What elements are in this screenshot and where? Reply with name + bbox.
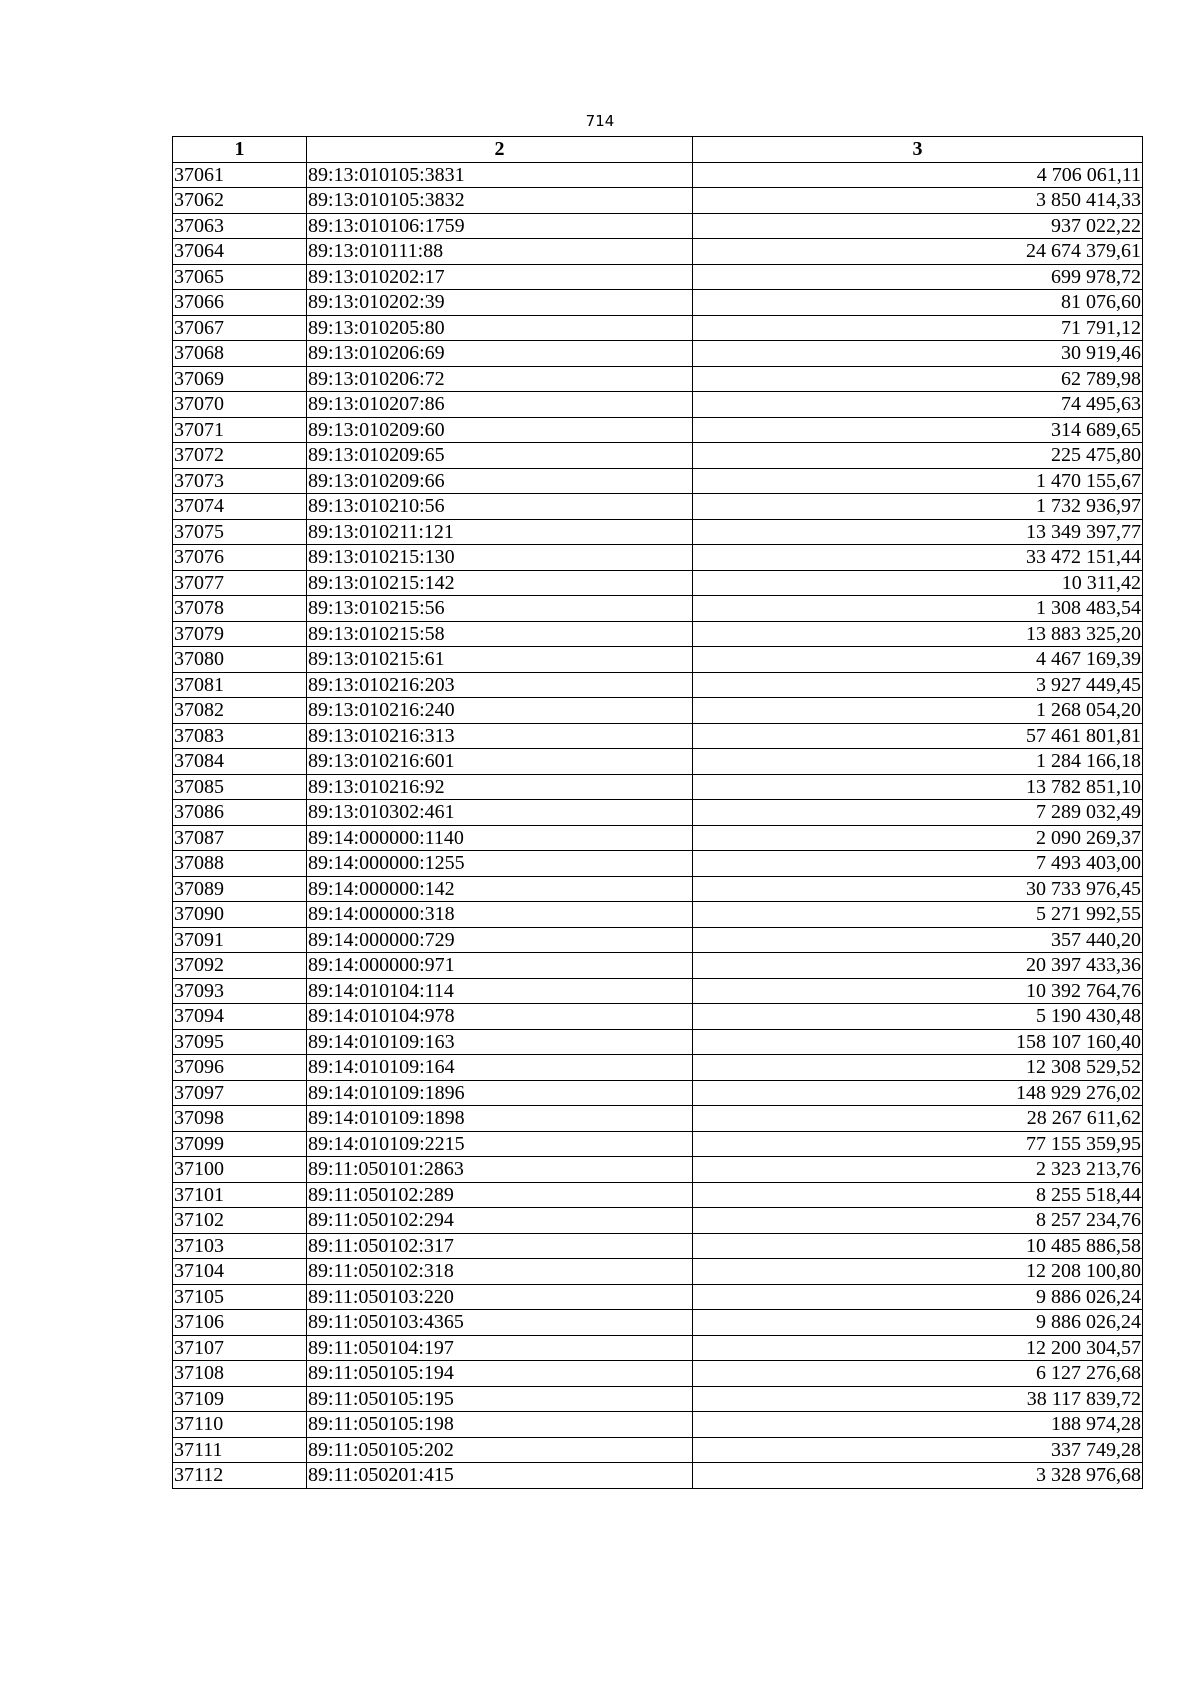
value-cell: 699 978,72 — [693, 264, 1143, 290]
value-cell: 62 789,98 — [693, 366, 1143, 392]
row-number-cell: 37090 — [173, 902, 307, 928]
cadastral-number-cell: 89:14:010104:114 — [307, 978, 693, 1004]
row-number-cell: 37065 — [173, 264, 307, 290]
table-row — [173, 621, 1143, 647]
row-number-cell: 37063 — [173, 213, 307, 239]
row-number-cell: 37106 — [173, 1310, 307, 1336]
row-number-cell: 37064 — [173, 239, 307, 265]
value-cell: 9 886 026,24 — [693, 1284, 1143, 1310]
value-cell: 2 090 269,37 — [693, 825, 1143, 851]
value-cell: 1 268 054,20 — [693, 698, 1143, 724]
row-number-cell: 37097 — [173, 1080, 307, 1106]
cadastral-number-cell: 89:13:010302:461 — [307, 800, 693, 826]
row-number-cell: 37079 — [173, 621, 307, 647]
value-cell: 337 749,28 — [693, 1437, 1143, 1463]
value-cell: 12 308 529,52 — [693, 1055, 1143, 1081]
value-cell: 4 706 061,11 — [693, 162, 1143, 188]
table-row — [173, 1259, 1143, 1285]
cadastral-number-cell: 89:14:000000:1140 — [307, 825, 693, 851]
table-row — [173, 545, 1143, 571]
value-cell: 1 308 483,54 — [693, 596, 1143, 622]
table-row — [173, 392, 1143, 418]
value-cell: 12 200 304,57 — [693, 1335, 1143, 1361]
table-row — [173, 825, 1143, 851]
cadastral-number-cell: 89:14:010109:1896 — [307, 1080, 693, 1106]
row-number-cell: 37104 — [173, 1259, 307, 1285]
table-row — [173, 443, 1143, 469]
value-cell: 28 267 611,62 — [693, 1106, 1143, 1132]
table-row — [173, 1004, 1143, 1030]
value-cell: 2 323 213,76 — [693, 1157, 1143, 1183]
table-row — [173, 876, 1143, 902]
cadastral-number-cell: 89:14:000000:729 — [307, 927, 693, 953]
cadastral-number-cell: 89:13:010209:65 — [307, 443, 693, 469]
cadastral-number-cell: 89:14:010104:978 — [307, 1004, 693, 1030]
row-number-cell: 37086 — [173, 800, 307, 826]
value-cell: 38 117 839,72 — [693, 1386, 1143, 1412]
header-row — [173, 137, 1143, 163]
table-row — [173, 672, 1143, 698]
table-row — [173, 188, 1143, 214]
cadastral-number-cell: 89:11:050101:2863 — [307, 1157, 693, 1183]
table-row — [173, 570, 1143, 596]
row-number-cell: 37084 — [173, 749, 307, 775]
value-cell: 314 689,65 — [693, 417, 1143, 443]
value-cell: 7 493 403,00 — [693, 851, 1143, 877]
value-cell: 9 886 026,24 — [693, 1310, 1143, 1336]
row-number-cell: 37098 — [173, 1106, 307, 1132]
row-number-cell: 37072 — [173, 443, 307, 469]
table-row — [173, 366, 1143, 392]
row-number-cell: 37088 — [173, 851, 307, 877]
row-number-cell: 37099 — [173, 1131, 307, 1157]
row-number-cell: 37083 — [173, 723, 307, 749]
table-row — [173, 1335, 1143, 1361]
table-row — [173, 647, 1143, 673]
table-row — [173, 264, 1143, 290]
table-row — [173, 213, 1143, 239]
table-row — [173, 1284, 1143, 1310]
value-cell: 3 328 976,68 — [693, 1463, 1143, 1489]
cadastral-number-cell: 89:13:010216:240 — [307, 698, 693, 724]
value-cell: 3 850 414,33 — [693, 188, 1143, 214]
row-number-cell: 37100 — [173, 1157, 307, 1183]
value-cell: 13 883 325,20 — [693, 621, 1143, 647]
cadastral-number-cell: 89:11:050102:318 — [307, 1259, 693, 1285]
value-cell: 24 674 379,61 — [693, 239, 1143, 265]
value-cell: 13 782 851,10 — [693, 774, 1143, 800]
table-row — [173, 341, 1143, 367]
row-number-cell: 37068 — [173, 341, 307, 367]
cadastral-number-cell: 89:11:050103:220 — [307, 1284, 693, 1310]
cadastral-number-cell: 89:13:010216:203 — [307, 672, 693, 698]
row-number-cell: 37082 — [173, 698, 307, 724]
cadastral-number-cell: 89:14:000000:318 — [307, 902, 693, 928]
value-cell: 1 284 166,18 — [693, 749, 1143, 775]
table-row — [173, 1182, 1143, 1208]
row-number-cell: 37075 — [173, 519, 307, 545]
table-row — [173, 1361, 1143, 1387]
cadastral-number-cell: 89:13:010202:17 — [307, 264, 693, 290]
cadastral-number-cell: 89:13:010210:56 — [307, 494, 693, 520]
value-cell: 5 190 430,48 — [693, 1004, 1143, 1030]
value-cell: 10 485 886,58 — [693, 1233, 1143, 1259]
row-number-cell: 37081 — [173, 672, 307, 698]
cadastral-number-cell: 89:11:050102:317 — [307, 1233, 693, 1259]
value-cell: 30 733 976,45 — [693, 876, 1143, 902]
cadastral-number-cell: 89:13:010215:130 — [307, 545, 693, 571]
row-number-cell: 37074 — [173, 494, 307, 520]
row-number-cell: 37094 — [173, 1004, 307, 1030]
register-table — [172, 136, 1143, 1489]
page-number: 714 — [585, 112, 615, 130]
row-number-cell: 37080 — [173, 647, 307, 673]
cadastral-number-cell: 89:13:010215:56 — [307, 596, 693, 622]
table-row — [173, 596, 1143, 622]
cadastral-number-cell: 89:13:010111:88 — [307, 239, 693, 265]
cadastral-number-cell: 89:13:010205:80 — [307, 315, 693, 341]
value-cell: 937 022,22 — [693, 213, 1143, 239]
cadastral-number-cell: 89:13:010216:313 — [307, 723, 693, 749]
value-cell: 74 495,63 — [693, 392, 1143, 418]
cadastral-number-cell: 89:11:050105:194 — [307, 1361, 693, 1387]
row-number-cell: 37092 — [173, 953, 307, 979]
table-row — [173, 1055, 1143, 1081]
column-header-2: 2 — [307, 137, 693, 163]
cadastral-number-cell: 89:14:010109:163 — [307, 1029, 693, 1055]
row-number-cell: 37110 — [173, 1412, 307, 1438]
value-cell: 6 127 276,68 — [693, 1361, 1143, 1387]
value-cell: 357 440,20 — [693, 927, 1143, 953]
cadastral-number-cell: 89:13:010207:86 — [307, 392, 693, 418]
cadastral-number-cell: 89:13:010216:92 — [307, 774, 693, 800]
value-cell: 10 392 764,76 — [693, 978, 1143, 1004]
table-row — [173, 519, 1143, 545]
table-body — [173, 162, 1143, 1488]
cadastral-number-cell: 89:14:010109:1898 — [307, 1106, 693, 1132]
table-row — [173, 749, 1143, 775]
table-row — [173, 468, 1143, 494]
value-cell: 7 289 032,49 — [693, 800, 1143, 826]
value-cell: 4 467 169,39 — [693, 647, 1143, 673]
value-cell: 10 311,42 — [693, 570, 1143, 596]
cadastral-number-cell: 89:11:050201:415 — [307, 1463, 693, 1489]
cadastral-number-cell: 89:11:050105:198 — [307, 1412, 693, 1438]
row-number-cell: 37062 — [173, 188, 307, 214]
row-number-cell: 37076 — [173, 545, 307, 571]
row-number-cell: 37069 — [173, 366, 307, 392]
value-cell: 12 208 100,80 — [693, 1259, 1143, 1285]
row-number-cell: 37112 — [173, 1463, 307, 1489]
cadastral-number-cell: 89:13:010206:72 — [307, 366, 693, 392]
value-cell: 5 271 992,55 — [693, 902, 1143, 928]
value-cell: 13 349 397,77 — [693, 519, 1143, 545]
cadastral-number-cell: 89:13:010202:39 — [307, 290, 693, 316]
row-number-cell: 37078 — [173, 596, 307, 622]
table-row — [173, 1310, 1143, 1336]
table-row — [173, 800, 1143, 826]
row-number-cell: 37096 — [173, 1055, 307, 1081]
row-number-cell: 37085 — [173, 774, 307, 800]
value-cell: 30 919,46 — [693, 341, 1143, 367]
cadastral-number-cell: 89:13:010105:3831 — [307, 162, 693, 188]
value-cell: 77 155 359,95 — [693, 1131, 1143, 1157]
cadastral-number-cell: 89:13:010105:3832 — [307, 188, 693, 214]
value-cell: 188 974,28 — [693, 1412, 1143, 1438]
value-cell: 1 732 936,97 — [693, 494, 1143, 520]
column-header-3: 3 — [693, 137, 1143, 163]
table-row — [173, 315, 1143, 341]
table-row — [173, 774, 1143, 800]
table-row — [173, 1463, 1143, 1489]
cadastral-number-cell: 89:13:010215:61 — [307, 647, 693, 673]
cadastral-number-cell: 89:11:050102:289 — [307, 1182, 693, 1208]
table-row — [173, 851, 1143, 877]
row-number-cell: 37093 — [173, 978, 307, 1004]
value-cell: 57 461 801,81 — [693, 723, 1143, 749]
row-number-cell: 37102 — [173, 1208, 307, 1234]
row-number-cell: 37108 — [173, 1361, 307, 1387]
table-row — [173, 902, 1143, 928]
value-cell: 148 929 276,02 — [693, 1080, 1143, 1106]
cadastral-number-cell: 89:14:010109:2215 — [307, 1131, 693, 1157]
table-row — [173, 1157, 1143, 1183]
table-row — [173, 1131, 1143, 1157]
cadastral-number-cell: 89:11:050105:195 — [307, 1386, 693, 1412]
row-number-cell: 37105 — [173, 1284, 307, 1310]
row-number-cell: 37109 — [173, 1386, 307, 1412]
table-row — [173, 1437, 1143, 1463]
row-number-cell: 37111 — [173, 1437, 307, 1463]
table-row — [173, 698, 1143, 724]
table-row — [173, 1208, 1143, 1234]
row-number-cell: 37073 — [173, 468, 307, 494]
column-header-1: 1 — [173, 137, 307, 163]
table-row — [173, 290, 1143, 316]
table-row — [173, 1386, 1143, 1412]
row-number-cell: 37061 — [173, 162, 307, 188]
table-row — [173, 978, 1143, 1004]
row-number-cell: 37089 — [173, 876, 307, 902]
cadastral-number-cell: 89:13:010106:1759 — [307, 213, 693, 239]
cadastral-number-cell: 89:11:050105:202 — [307, 1437, 693, 1463]
table-row — [173, 953, 1143, 979]
row-number-cell: 37095 — [173, 1029, 307, 1055]
row-number-cell: 37107 — [173, 1335, 307, 1361]
table-row — [173, 1029, 1143, 1055]
cadastral-number-cell: 89:14:000000:971 — [307, 953, 693, 979]
cadastral-number-cell: 89:14:000000:1255 — [307, 851, 693, 877]
value-cell: 3 927 449,45 — [693, 672, 1143, 698]
table-row — [173, 162, 1143, 188]
cadastral-number-cell: 89:11:050104:197 — [307, 1335, 693, 1361]
cadastral-number-cell: 89:14:010109:164 — [307, 1055, 693, 1081]
table-row — [173, 1233, 1143, 1259]
value-cell: 33 472 151,44 — [693, 545, 1143, 571]
cadastral-number-cell: 89:13:010216:601 — [307, 749, 693, 775]
value-cell: 71 791,12 — [693, 315, 1143, 341]
table-row — [173, 239, 1143, 265]
row-number-cell: 37070 — [173, 392, 307, 418]
cadastral-number-cell: 89:14:000000:142 — [307, 876, 693, 902]
row-number-cell: 37103 — [173, 1233, 307, 1259]
table-row — [173, 723, 1143, 749]
row-number-cell: 37087 — [173, 825, 307, 851]
value-cell: 20 397 433,36 — [693, 953, 1143, 979]
cadastral-number-cell: 89:13:010215:142 — [307, 570, 693, 596]
row-number-cell: 37071 — [173, 417, 307, 443]
cadastral-number-cell: 89:13:010206:69 — [307, 341, 693, 367]
table-row — [173, 1106, 1143, 1132]
cadastral-number-cell: 89:11:050103:4365 — [307, 1310, 693, 1336]
table-row — [173, 1080, 1143, 1106]
table-row — [173, 494, 1143, 520]
cadastral-number-cell: 89:11:050102:294 — [307, 1208, 693, 1234]
cadastral-number-cell: 89:13:010209:60 — [307, 417, 693, 443]
table-row — [173, 1412, 1143, 1438]
row-number-cell: 37077 — [173, 570, 307, 596]
value-cell: 225 475,80 — [693, 443, 1143, 469]
row-number-cell: 37101 — [173, 1182, 307, 1208]
value-cell: 1 470 155,67 — [693, 468, 1143, 494]
row-number-cell: 37066 — [173, 290, 307, 316]
row-number-cell: 37067 — [173, 315, 307, 341]
table-row — [173, 417, 1143, 443]
row-number-cell: 37091 — [173, 927, 307, 953]
value-cell: 158 107 160,40 — [693, 1029, 1143, 1055]
cadastral-number-cell: 89:13:010211:121 — [307, 519, 693, 545]
value-cell: 81 076,60 — [693, 290, 1143, 316]
value-cell: 8 255 518,44 — [693, 1182, 1143, 1208]
cadastral-number-cell: 89:13:010215:58 — [307, 621, 693, 647]
cadastral-number-cell: 89:13:010209:66 — [307, 468, 693, 494]
value-cell: 8 257 234,76 — [693, 1208, 1143, 1234]
table-row — [173, 927, 1143, 953]
